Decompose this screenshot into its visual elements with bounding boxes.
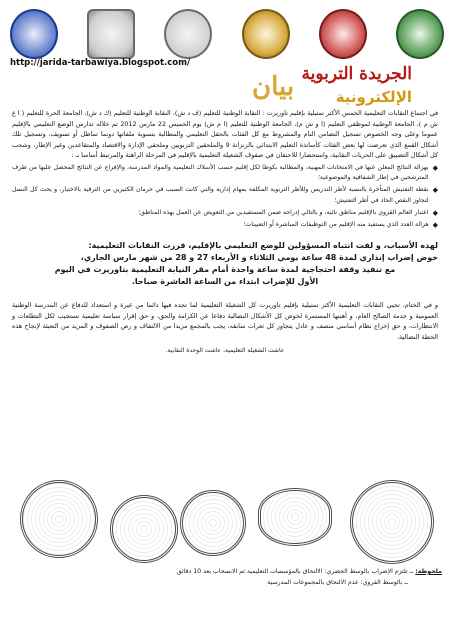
blog-url[interactable]: http://jarida-tarbawiya.blogspot.com/ <box>10 58 191 68</box>
masthead-title: الجريدة التربوية <box>301 64 412 84</box>
list-item <box>12 220 438 230</box>
bullet-text: نقطة التفتيش المتأخرة بالنسبة لأطر التدريس وللأطر التربوية المكلفة بمهام إدارية والتي كانت السبب في حرمان الكثيرين من الترقية بالاختيار، و يحث كل النسل لتجاوز النقص الحاد في أطر التفتيش؛ <box>12 186 429 204</box>
bullet-icon: ◆ <box>432 186 438 195</box>
masthead-overlay: بيان <box>252 72 295 102</box>
bullet-text: بهزالة النتائج المعلن عنها في الامتحانات المهنية، والمطالبة بكوطا لكل إقليم حسب الأسلاك التعليمية والمواد المدرسة، والإفراج عن النتائج المحصل عليها من طرف المترشحين في إطار الشفافية والموضوعية؛ <box>12 163 429 182</box>
note-line-1: ــ تلتزم الإضراب بالوسط الحضري: الالتحاق بالمؤسسات التعليمية ثم الانسحاب بعد 10 دقائق <box>176 568 414 575</box>
decision-lead: لهذه الأسباب، و لفت انتباه المسؤولين للوضع التعليمي بالإقليم، قررت النقابات التعليمية: <box>88 241 438 251</box>
note-label: ملحوظة: <box>415 568 442 575</box>
decision-sit-in: مع تنفيذ وقفة احتجاجية لمدة ساعة واحدة أمام مقر النيابة التعليمية بتاوريرت في اليوم <box>54 265 396 275</box>
decision-time: الأول للإضراب ابتداء من الساعة العاشرة صباحا. <box>131 277 319 287</box>
stamp-2 <box>350 480 434 564</box>
university-seal <box>164 9 212 59</box>
slogan: عاشت الشغيلة التعليمية، عاشت الوحدة النقابية. <box>165 346 285 354</box>
masthead <box>212 64 412 106</box>
note-line-2: ــ بالوسط القروي: عدم الالتحاق بالمجموعات المدرسية <box>267 579 408 586</box>
list-item <box>12 163 438 183</box>
bullet-text: هزالة العدد الذي يستفيد منه الإقليم من التوظيفات المباشرة أو التعيينات؛ <box>243 220 429 228</box>
footnote <box>6 566 442 588</box>
decision-strike: خوض إضراب إنذاري لمدة 48 ساعة يومي الثلاثاء و الأربعاء 27 و 28 من شهر مارس الجاري، <box>80 253 438 263</box>
sports-emblem <box>87 9 135 59</box>
intro-paragraph: في اجتماع النقابات التعليمية الخمس الأكثر تمثيلية بإقليم تاوريرت : النقابة الوطنية للتعليم (ف د ش)، النقابة الوطنية للتعليم (ك د ش)، الجامعة الحرة للتعليم ( ا ع ش م )، الجامعة الوطنية لموظفي التعليم (ا و ش م)، الجامعة الوطنية للتعليم (ا م ش) يوم الخميس 22 مارس 2012 تم خلاله تدارس الوضع التعليمي بالإقليم عموما وعلى وجه الخصوص تسجيل التضامن التام والمشروط مع كل الفئات بالحقل التعليمي والمطالبة بتسوية ملفاتها دونما تماطل أو تسويف، وتسجيل تلك أشكال القمع الذي تعرضت لها بعض الفئات كأساتذة التعليم الابتدائي بالزنزانة 9 والملحقين التربويين وملحقي الإدارة والاقتصاد والمتقاعدين وغير الإطار، وشجب كل أشكال التضييق على الحريات النقابية، واستحضارا للاحتقان في صفوف الشغيلة التعليمية بالإقليم في المرحلة الراهنة والمرتبط أساسا بـ : <box>12 109 438 160</box>
national-emblem <box>242 9 290 59</box>
logos-row <box>10 4 444 64</box>
bullet-icon: ◆ <box>432 208 438 217</box>
federation-logo <box>396 9 444 59</box>
list-item <box>12 208 438 218</box>
list-item <box>12 185 438 205</box>
stamp-3 <box>180 490 246 556</box>
decision-block <box>12 240 438 288</box>
masthead-subtitle: الإلكترونية <box>335 88 412 106</box>
bullet-text: اعتبار العالم القروي بالإقليم مناطق نائية، و بالتالي إدراجه ضمن المستفيدين من التعويض عن العمل بهذه المناطق؛ <box>138 208 429 216</box>
statement-body <box>12 108 438 354</box>
stamp-5 <box>110 495 178 563</box>
stamp-4 <box>20 480 98 558</box>
closing-paragraph: و في الختام، تحيي النقابات التعليمية الأكثر تمثيلية بإقليم تاوريرت كل الشغيلة التعليمية لما تجده فيها دائما من غيرة و استعداد للدفاع عن المدرسة الوطنية العمومية و خدمة الصالح العام، و أهبتها المستمرة لخوض كل الأشكال النضالية دفاعا عن الكرامة والحق، و حق إقرار سياسة تعليمية تستجيب لكل التطلعات و الانتظارات، و حق إخراج نظام أساسي منصف و عادل يتجاوز كل ثغرات سابقه، يجب بالمجمع مزيدا من الالتفاف و رص الصفوف و المزيد من التعبئة لإنجاح هذه الخطة النضالية. <box>12 301 438 341</box>
bullet-icon: ◆ <box>432 163 438 172</box>
ministry-seal <box>319 9 367 59</box>
bullet-icon: ◆ <box>432 220 438 229</box>
union-logo <box>10 9 58 59</box>
stamp-1 <box>258 488 332 546</box>
